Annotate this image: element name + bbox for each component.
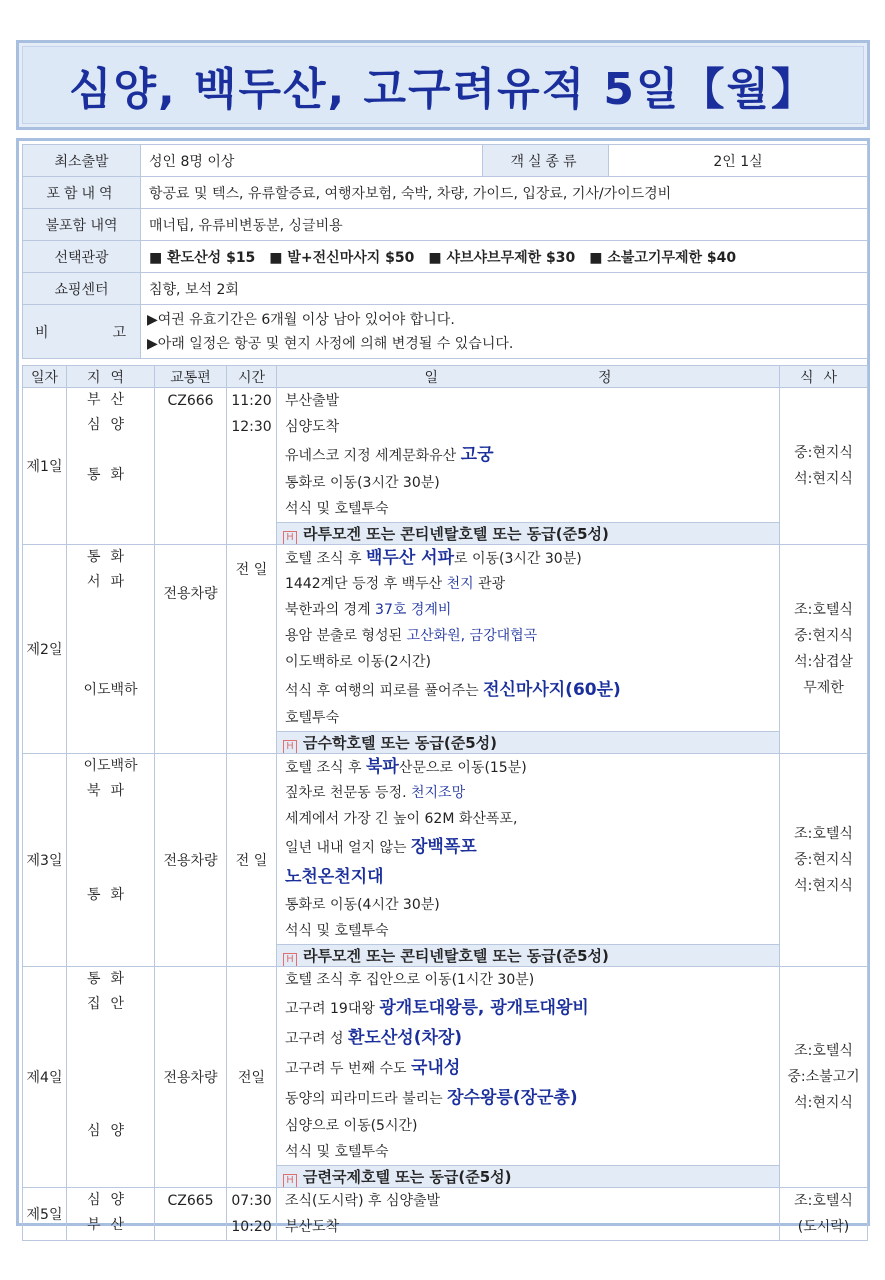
itinerary-cell bbox=[277, 388, 780, 545]
time-value: 전일 bbox=[237, 1070, 266, 1086]
itinerary-line: 호텔 조식 후 북파산문으로 이동(15분) bbox=[285, 757, 527, 777]
header-transport: 교통편 bbox=[155, 366, 227, 388]
header-day: 일자 bbox=[23, 366, 67, 388]
region-name: 심양 bbox=[86, 417, 135, 433]
time-cell bbox=[227, 388, 277, 545]
info-row-excluded bbox=[23, 209, 868, 241]
page-title: 심양, 백두산, 고구려유적 5일【월】 bbox=[22, 46, 864, 124]
itinerary-line: 부산출발 bbox=[285, 393, 340, 409]
highlight-attraction: 장수왕릉(장군총) bbox=[447, 1088, 578, 1108]
min-departure-value: 성인 8명 이상 bbox=[141, 145, 483, 177]
itinerary-line: 고구려 두 번째 수도 국내성 bbox=[285, 1058, 461, 1078]
room-type-value: 2인 1실 bbox=[609, 145, 868, 177]
included-label: 포함내역 bbox=[23, 177, 141, 209]
schedule-header-row bbox=[23, 366, 868, 388]
itinerary-line: 석식 후 여행의 피로를 풀어주는 전신마사지(60분) bbox=[285, 680, 621, 700]
hotel-icon: H bbox=[283, 740, 297, 753]
meal-cell bbox=[780, 754, 868, 967]
highlight-attraction: 환도산성(차장) bbox=[348, 1028, 463, 1048]
itinerary-line: 통화로 이동(4시간 30분) bbox=[285, 897, 440, 913]
itinerary-line: 이도백하로 이동(2시간) bbox=[285, 654, 431, 670]
info-row-options bbox=[23, 241, 868, 273]
itinerary-line: 심양으로 이동(5시간) bbox=[285, 1118, 418, 1134]
hotel-icon: H bbox=[283, 953, 297, 966]
region-cell bbox=[67, 1188, 155, 1241]
region-spacer bbox=[67, 620, 154, 645]
region-name: 통화 bbox=[86, 549, 135, 565]
schedule-row-day3 bbox=[23, 754, 868, 967]
itinerary-line: 유네스코 지정 세계문화유산 고궁 bbox=[285, 445, 494, 465]
itinerary-line: 호텔투숙 bbox=[285, 710, 340, 726]
region-name: 북파 bbox=[86, 783, 135, 799]
region-name bbox=[67, 438, 154, 463]
day-label: 제4일 bbox=[23, 967, 67, 1188]
highlight-attraction: 장백폭포 bbox=[411, 837, 477, 857]
time-cell bbox=[227, 754, 277, 967]
header-itinerary: 일정 bbox=[277, 366, 780, 388]
region-name: 이도백하 bbox=[83, 758, 138, 774]
time-value: 11:20 bbox=[231, 393, 272, 409]
meal-item: 석:현지식 bbox=[794, 471, 853, 487]
itinerary-line: 석식 및 호텔투숙 bbox=[285, 501, 389, 517]
itinerary-line: 호텔 조식 후 백두산 서파로 이동(3시간 30분) bbox=[285, 548, 582, 568]
time-cell bbox=[227, 545, 277, 754]
meal-item: 중:현지식 bbox=[794, 852, 853, 868]
excluded-label: 불포함 내역 bbox=[23, 209, 141, 241]
itinerary-line: 호텔 조식 후 집안으로 이동(1시간 30분) bbox=[285, 972, 535, 988]
meal-item: 석:현지식 bbox=[794, 878, 853, 894]
notes-value bbox=[141, 305, 868, 359]
itinerary-line: 짚차로 천문동 등정. 천지조망 bbox=[285, 785, 466, 801]
region-name: 이도백하 bbox=[83, 682, 138, 698]
highlight-attraction: 북파 bbox=[365, 757, 399, 777]
time-value: 10:20 bbox=[231, 1219, 272, 1235]
hotel-name: 금련국제호텔 또는 동급(준5성) bbox=[303, 1168, 512, 1186]
itinerary-line: 조식(도시락) 후 심양출발 bbox=[285, 1193, 441, 1209]
hotel-line bbox=[277, 522, 779, 544]
hotel-name: 금수학호텔 또는 동급(준5성) bbox=[303, 734, 497, 752]
schedule-table bbox=[22, 365, 868, 1241]
hotel-line bbox=[277, 731, 779, 753]
hotel-name: 라투모겐 또는 콘티넨탈호텔 또는 동급(준5성) bbox=[303, 947, 609, 965]
included-value: 항공료 및 텍스, 유류할증료, 여행자보험, 숙박, 차량, 가이드, 입장료, 기사/가이드경비 bbox=[141, 177, 868, 209]
itinerary-line: 통화로 이동(3시간 30분) bbox=[285, 475, 440, 491]
meal-item: 무제한 bbox=[803, 680, 844, 696]
option-item: ■ 환도산성 $15 bbox=[149, 249, 256, 266]
highlight-attraction: 국내성 bbox=[411, 1058, 461, 1078]
itinerary-line: 고구려 성 환도산성(차장) bbox=[285, 1028, 463, 1048]
region-spacer bbox=[67, 1067, 154, 1092]
time-cell bbox=[227, 967, 277, 1188]
meal-item: 조:호텔식 bbox=[794, 1043, 853, 1059]
meal-item: 중:현지식 bbox=[794, 628, 853, 644]
info-row-included bbox=[23, 177, 868, 209]
transport-cell bbox=[155, 545, 227, 754]
region-cell bbox=[67, 545, 155, 754]
notes-label: 비 고 bbox=[23, 305, 141, 359]
region-cell bbox=[67, 388, 155, 545]
itinerary-line: 부산도착 bbox=[285, 1219, 340, 1235]
meal-cell bbox=[780, 967, 868, 1188]
itinerary-line: 1442계단 등정 후 백두산 천지 관광 bbox=[285, 576, 506, 592]
flight-number: CZ666 bbox=[167, 393, 214, 409]
header-region: 지역 bbox=[67, 366, 155, 388]
transport-cell bbox=[155, 967, 227, 1188]
meal-item: 조:호텔식 bbox=[794, 1193, 853, 1209]
itinerary-cell bbox=[277, 967, 780, 1188]
meal-item: 석:현지식 bbox=[794, 1095, 853, 1111]
hotel-line bbox=[277, 1165, 779, 1187]
note-line: ▶여권 유효기간은 6개월 이상 남아 있어야 합니다. bbox=[147, 311, 455, 328]
itinerary-line: 북한과의 경계 37호 경계비 bbox=[285, 602, 452, 618]
schedule-row-day2 bbox=[23, 545, 868, 754]
region-cell bbox=[67, 754, 155, 967]
region-name: 부산 bbox=[86, 392, 135, 408]
transport-cell bbox=[155, 388, 227, 545]
meal-item: 조:호텔식 bbox=[794, 826, 853, 842]
itinerary-line: 용암 분출로 형성된 고산화원, 금강대협곡 bbox=[285, 628, 538, 644]
region-name: 집안 bbox=[86, 996, 135, 1012]
highlight-attraction: 고산화원, 금강대협곡 bbox=[406, 628, 538, 644]
meal-cell bbox=[780, 545, 868, 754]
meal-item: 중:현지식 bbox=[794, 445, 853, 461]
hotel-icon: H bbox=[283, 1174, 297, 1187]
highlight-attraction: 광개토대왕릉, 광개토대왕비 bbox=[379, 998, 589, 1018]
meal-item: 조:호텔식 bbox=[794, 602, 853, 618]
itinerary-cell bbox=[277, 1188, 780, 1241]
region-spacer bbox=[67, 645, 154, 670]
time-value: 07:30 bbox=[231, 1193, 272, 1209]
header-time: 시간 bbox=[227, 366, 277, 388]
region-spacer bbox=[67, 1017, 154, 1042]
info-table bbox=[22, 144, 868, 359]
title-box bbox=[16, 40, 870, 130]
shopping-value: 침향, 보석 2회 bbox=[141, 273, 868, 305]
options-list bbox=[141, 241, 868, 273]
day-label: 제5일 bbox=[23, 1188, 67, 1241]
itinerary-line: 세계에서 가장 긴 높이 62M 화산폭포, bbox=[285, 811, 518, 827]
region-name: 통화 bbox=[86, 887, 135, 903]
transport-value: 전용차량 bbox=[163, 586, 218, 602]
hotel-icon: H bbox=[283, 531, 297, 544]
itinerary-line: 일년 내내 얼지 않는 장백폭포 bbox=[285, 837, 477, 857]
region-spacer bbox=[67, 1042, 154, 1067]
region-name: 서파 bbox=[86, 574, 135, 590]
highlight-attraction: 천지 bbox=[446, 576, 474, 592]
itinerary-cell bbox=[277, 754, 780, 967]
meal-item: 석:삼겹살 bbox=[794, 654, 853, 670]
region-spacer bbox=[67, 854, 154, 879]
shopping-label: 쇼핑센터 bbox=[23, 273, 141, 305]
itinerary-line: 동양의 피라미드라 불리는 장수왕릉(장군총) bbox=[285, 1088, 578, 1108]
region-spacer bbox=[67, 804, 154, 829]
itinerary-line: 심양도착 bbox=[285, 419, 340, 435]
region-name: 통화 bbox=[86, 971, 135, 987]
excluded-value: 매너팁, 유류비변동분, 싱글비용 bbox=[141, 209, 868, 241]
highlight-attraction: 노천온천지대 bbox=[285, 867, 384, 887]
meal-cell bbox=[780, 1188, 868, 1241]
itinerary-line: 석식 및 호텔투숙 bbox=[285, 923, 389, 939]
meal-item: (도시락) bbox=[797, 1219, 850, 1235]
day-label: 제3일 bbox=[23, 754, 67, 967]
schedule-row-day4 bbox=[23, 967, 868, 1188]
time-value: 12:30 bbox=[231, 419, 272, 435]
highlight-attraction: 고궁 bbox=[460, 445, 494, 465]
hotel-line bbox=[277, 944, 779, 966]
flight-number: CZ665 bbox=[167, 1193, 214, 1209]
time-value: 전 일 bbox=[235, 562, 268, 578]
option-item: ■ 발+전신마사지 $50 bbox=[269, 249, 415, 266]
region-name: 심양 bbox=[86, 1192, 135, 1208]
itinerary-line bbox=[277, 862, 779, 892]
note-line: ▶아래 일정은 항공 및 현지 사정에 의해 변경될 수 있습니다. bbox=[147, 335, 514, 352]
info-row-min-departure bbox=[23, 145, 868, 177]
highlight-attraction: 천지조망 bbox=[411, 785, 466, 801]
itinerary-line: 고구려 19대왕 광개토대왕릉, 광개토대왕비 bbox=[285, 998, 589, 1018]
highlight-attraction: 전신마사지(60분) bbox=[483, 680, 621, 700]
tour-details-frame bbox=[16, 138, 870, 1235]
transport-cell bbox=[155, 754, 227, 967]
time-value: 전 일 bbox=[235, 853, 268, 869]
itinerary-cell bbox=[277, 545, 780, 754]
header-meal: 식사 bbox=[780, 366, 868, 388]
itinerary-line: 석식 및 호텔투숙 bbox=[285, 1144, 389, 1160]
day-label: 제2일 bbox=[23, 545, 67, 754]
transport-value: 전용차량 bbox=[163, 853, 218, 869]
option-item: ■ 소불고기무제한 $40 bbox=[589, 249, 737, 266]
region-spacer bbox=[67, 595, 154, 620]
info-row-shopping bbox=[23, 273, 868, 305]
info-row-notes bbox=[23, 305, 868, 359]
region-spacer bbox=[67, 1092, 154, 1117]
time-cell bbox=[227, 1188, 277, 1241]
hotel-name: 라투모겐 또는 콘티넨탈호텔 또는 동급(준5성) bbox=[303, 525, 609, 543]
transport-cell bbox=[155, 1188, 227, 1241]
region-name: 심양 bbox=[86, 1123, 135, 1139]
schedule-row-day5 bbox=[23, 1188, 868, 1241]
region-name: 부산 bbox=[86, 1217, 135, 1233]
schedule-row-day1 bbox=[23, 388, 868, 545]
region-spacer bbox=[67, 829, 154, 854]
room-type-label: 객실종류 bbox=[483, 145, 609, 177]
region-cell bbox=[67, 967, 155, 1188]
day-label: 제1일 bbox=[23, 388, 67, 545]
highlight-attraction: 37호 경계비 bbox=[375, 602, 452, 618]
region-name: 통화 bbox=[86, 467, 135, 483]
min-departure-label: 최소출발 bbox=[23, 145, 141, 177]
highlight-attraction: 백두산 서파 bbox=[365, 548, 455, 568]
transport-value: 전용차량 bbox=[163, 1070, 218, 1086]
meal-item: 중:소불고기 bbox=[787, 1069, 860, 1085]
option-item: ■ 샤브샤브무제한 $30 bbox=[428, 249, 576, 266]
options-label: 선택관광 bbox=[23, 241, 141, 273]
meal-cell bbox=[780, 388, 868, 545]
